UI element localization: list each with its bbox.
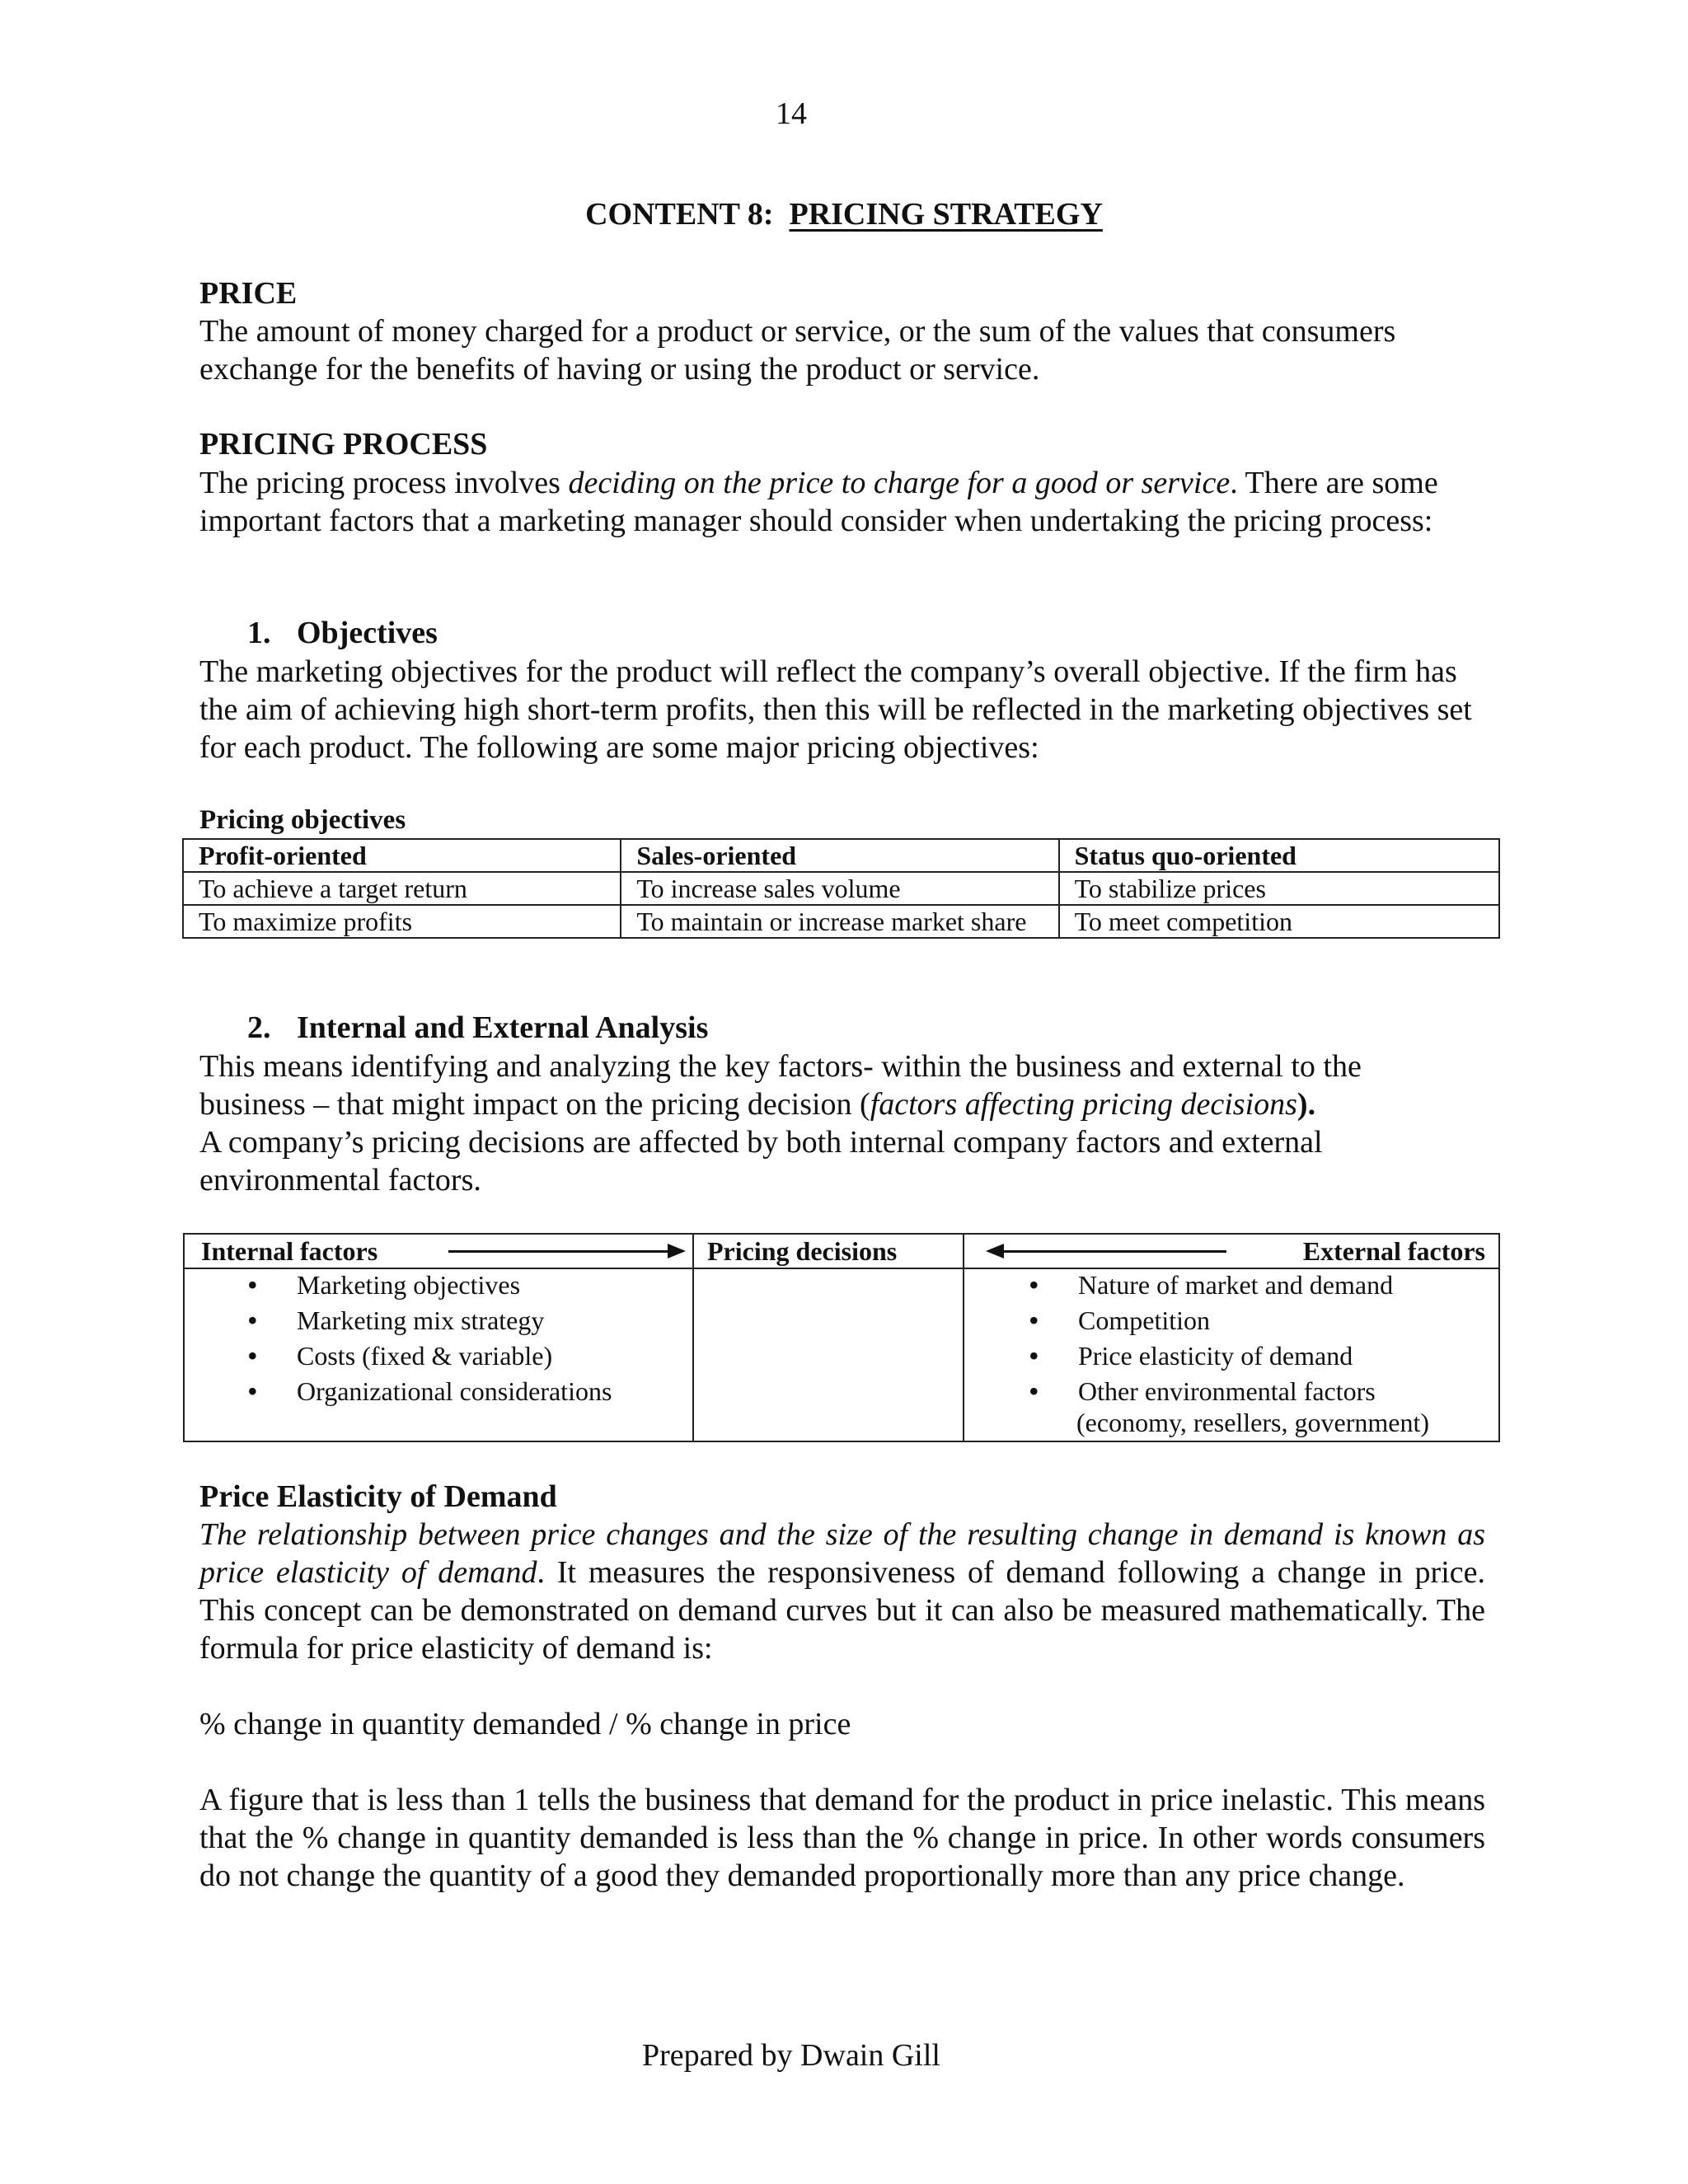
page-number: 14 bbox=[776, 96, 807, 131]
internal-factors-list bbox=[247, 1268, 612, 1409]
table-cell: To stabilize prices bbox=[1059, 872, 1499, 905]
analysis-line-2-b: ). bbox=[1296, 1087, 1316, 1122]
list-item: • Marketing mix strategy bbox=[247, 1303, 612, 1338]
objectives-title: Objectives bbox=[297, 616, 438, 650]
elasticity-formula: % change in quantity demanded / % change in price bbox=[199, 1707, 851, 1741]
analysis-line-2 bbox=[199, 1085, 1485, 1123]
elasticity-explanation: A figure that is less than 1 tells the business that demand for the product in price inelastic. This means that the % change in quantity demanded is less than the % change in price. In other words consumers do not change the quantity of a good they demanded proportionally more than any price change. bbox=[199, 1783, 1485, 1893]
external-factors-list bbox=[1029, 1268, 1393, 1409]
pricing-process-text-a: The pricing process involves bbox=[199, 466, 569, 500]
title-underlined: PRICING STRATEGY bbox=[789, 197, 1103, 232]
table-cell: To maximize profits bbox=[183, 905, 621, 938]
elasticity-heading: Price Elasticity of Demand bbox=[199, 1479, 557, 1514]
table-header-cell: Sales-oriented bbox=[621, 839, 1058, 872]
pricing-factors-table bbox=[183, 1233, 1500, 1442]
internal-factors-header: Internal factors bbox=[201, 1236, 378, 1266]
table-cell: To maintain or increase market share bbox=[621, 905, 1058, 938]
pricing-process-heading: PRICING PROCESS bbox=[199, 427, 488, 462]
pricing-objectives-table bbox=[182, 838, 1500, 939]
elasticity-definition-italic: The relationship between price changes and the size of the resulting change in demand is known as price elasticity of demand bbox=[199, 1517, 1485, 1590]
table-header-cell: Status quo-oriented bbox=[1059, 839, 1499, 872]
pricing-decisions-header: Pricing decisions bbox=[707, 1236, 898, 1266]
analysis-line-2-a: business – that might impact on the pricing decision ( bbox=[199, 1087, 870, 1122]
pricing-process-text-italic: deciding on the price to charge for a good or service bbox=[568, 466, 1231, 500]
elasticity-text bbox=[199, 1516, 1485, 1667]
arrow-left-icon bbox=[1002, 1250, 1226, 1253]
objectives-table-caption: Pricing objectives bbox=[199, 805, 406, 835]
table-cell: To achieve a target return bbox=[183, 872, 621, 905]
table-header-row bbox=[183, 839, 1499, 872]
page-title bbox=[0, 196, 1688, 232]
title-prefix: CONTENT 8: bbox=[585, 197, 774, 232]
elasticity-definition-rest: . It measures the responsiveness of demand following a change in price. This concept can be demonstrated on demand curves but it can also be measured mathematically. The formula for price elasticity of demand is: bbox=[199, 1555, 1485, 1666]
objectives-heading bbox=[247, 615, 438, 651]
list-item: • Organizational considerations bbox=[247, 1374, 612, 1409]
list-item: • Marketing objectives bbox=[247, 1268, 612, 1303]
table-header-cell: Profit-oriented bbox=[183, 839, 621, 872]
table-row bbox=[183, 872, 1499, 905]
table-cell: To meet competition bbox=[1059, 905, 1499, 938]
pricing-process-text-b: . There are some important factors that a marketing manager should consider when undertaking the pricing process: bbox=[199, 466, 1438, 538]
analysis-heading bbox=[247, 1010, 708, 1046]
list-item: • Price elasticity of demand bbox=[1029, 1338, 1393, 1374]
page-footer: Prepared by Dwain Gill bbox=[642, 2038, 940, 2073]
external-factors-header: External factors bbox=[1302, 1236, 1485, 1266]
analysis-title: Internal and External Analysis bbox=[297, 1010, 709, 1045]
list-item: • Competition bbox=[1029, 1303, 1393, 1338]
list-item: • Other environmental factors bbox=[1029, 1374, 1393, 1409]
arrow-right-head-icon bbox=[668, 1244, 686, 1258]
list-item: • Nature of market and demand bbox=[1029, 1268, 1393, 1303]
external-factors-note: (economy, resellers, government) bbox=[1076, 1408, 1429, 1437]
analysis-line-1: This means identifying and analyzing the key factors- within the business and external to the bbox=[199, 1049, 1362, 1084]
objectives-text: The marketing objectives for the product will reflect the company’s overall objective. If the firm has the aim of achieving high short-term profits, then this will be reflected in the marketing objectives set for each product. The following are some major pricing objectives: bbox=[199, 654, 1472, 765]
analysis-line-3: A company’s pricing decisions are affected by both internal company factors and external environmental factors. bbox=[199, 1125, 1323, 1197]
arrow-left-head-icon bbox=[986, 1244, 1004, 1258]
analysis-number: 2. bbox=[247, 1010, 271, 1045]
arrow-right-icon bbox=[448, 1250, 671, 1253]
price-heading: PRICE bbox=[199, 276, 298, 311]
price-definition: The amount of money charged for a product or service, or the sum of the values that consumers exchange for the benefits of having or using the product or service. bbox=[199, 314, 1396, 387]
analysis-line-2-italic: factors affecting pricing decisions bbox=[870, 1087, 1297, 1122]
objectives-number: 1. bbox=[247, 616, 271, 650]
pricing-process-text bbox=[199, 464, 1485, 540]
table-cell: To increase sales volume bbox=[621, 872, 1058, 905]
list-item: • Costs (fixed & variable) bbox=[247, 1338, 612, 1374]
table-row bbox=[183, 905, 1499, 938]
analysis-text bbox=[199, 1047, 1485, 1199]
